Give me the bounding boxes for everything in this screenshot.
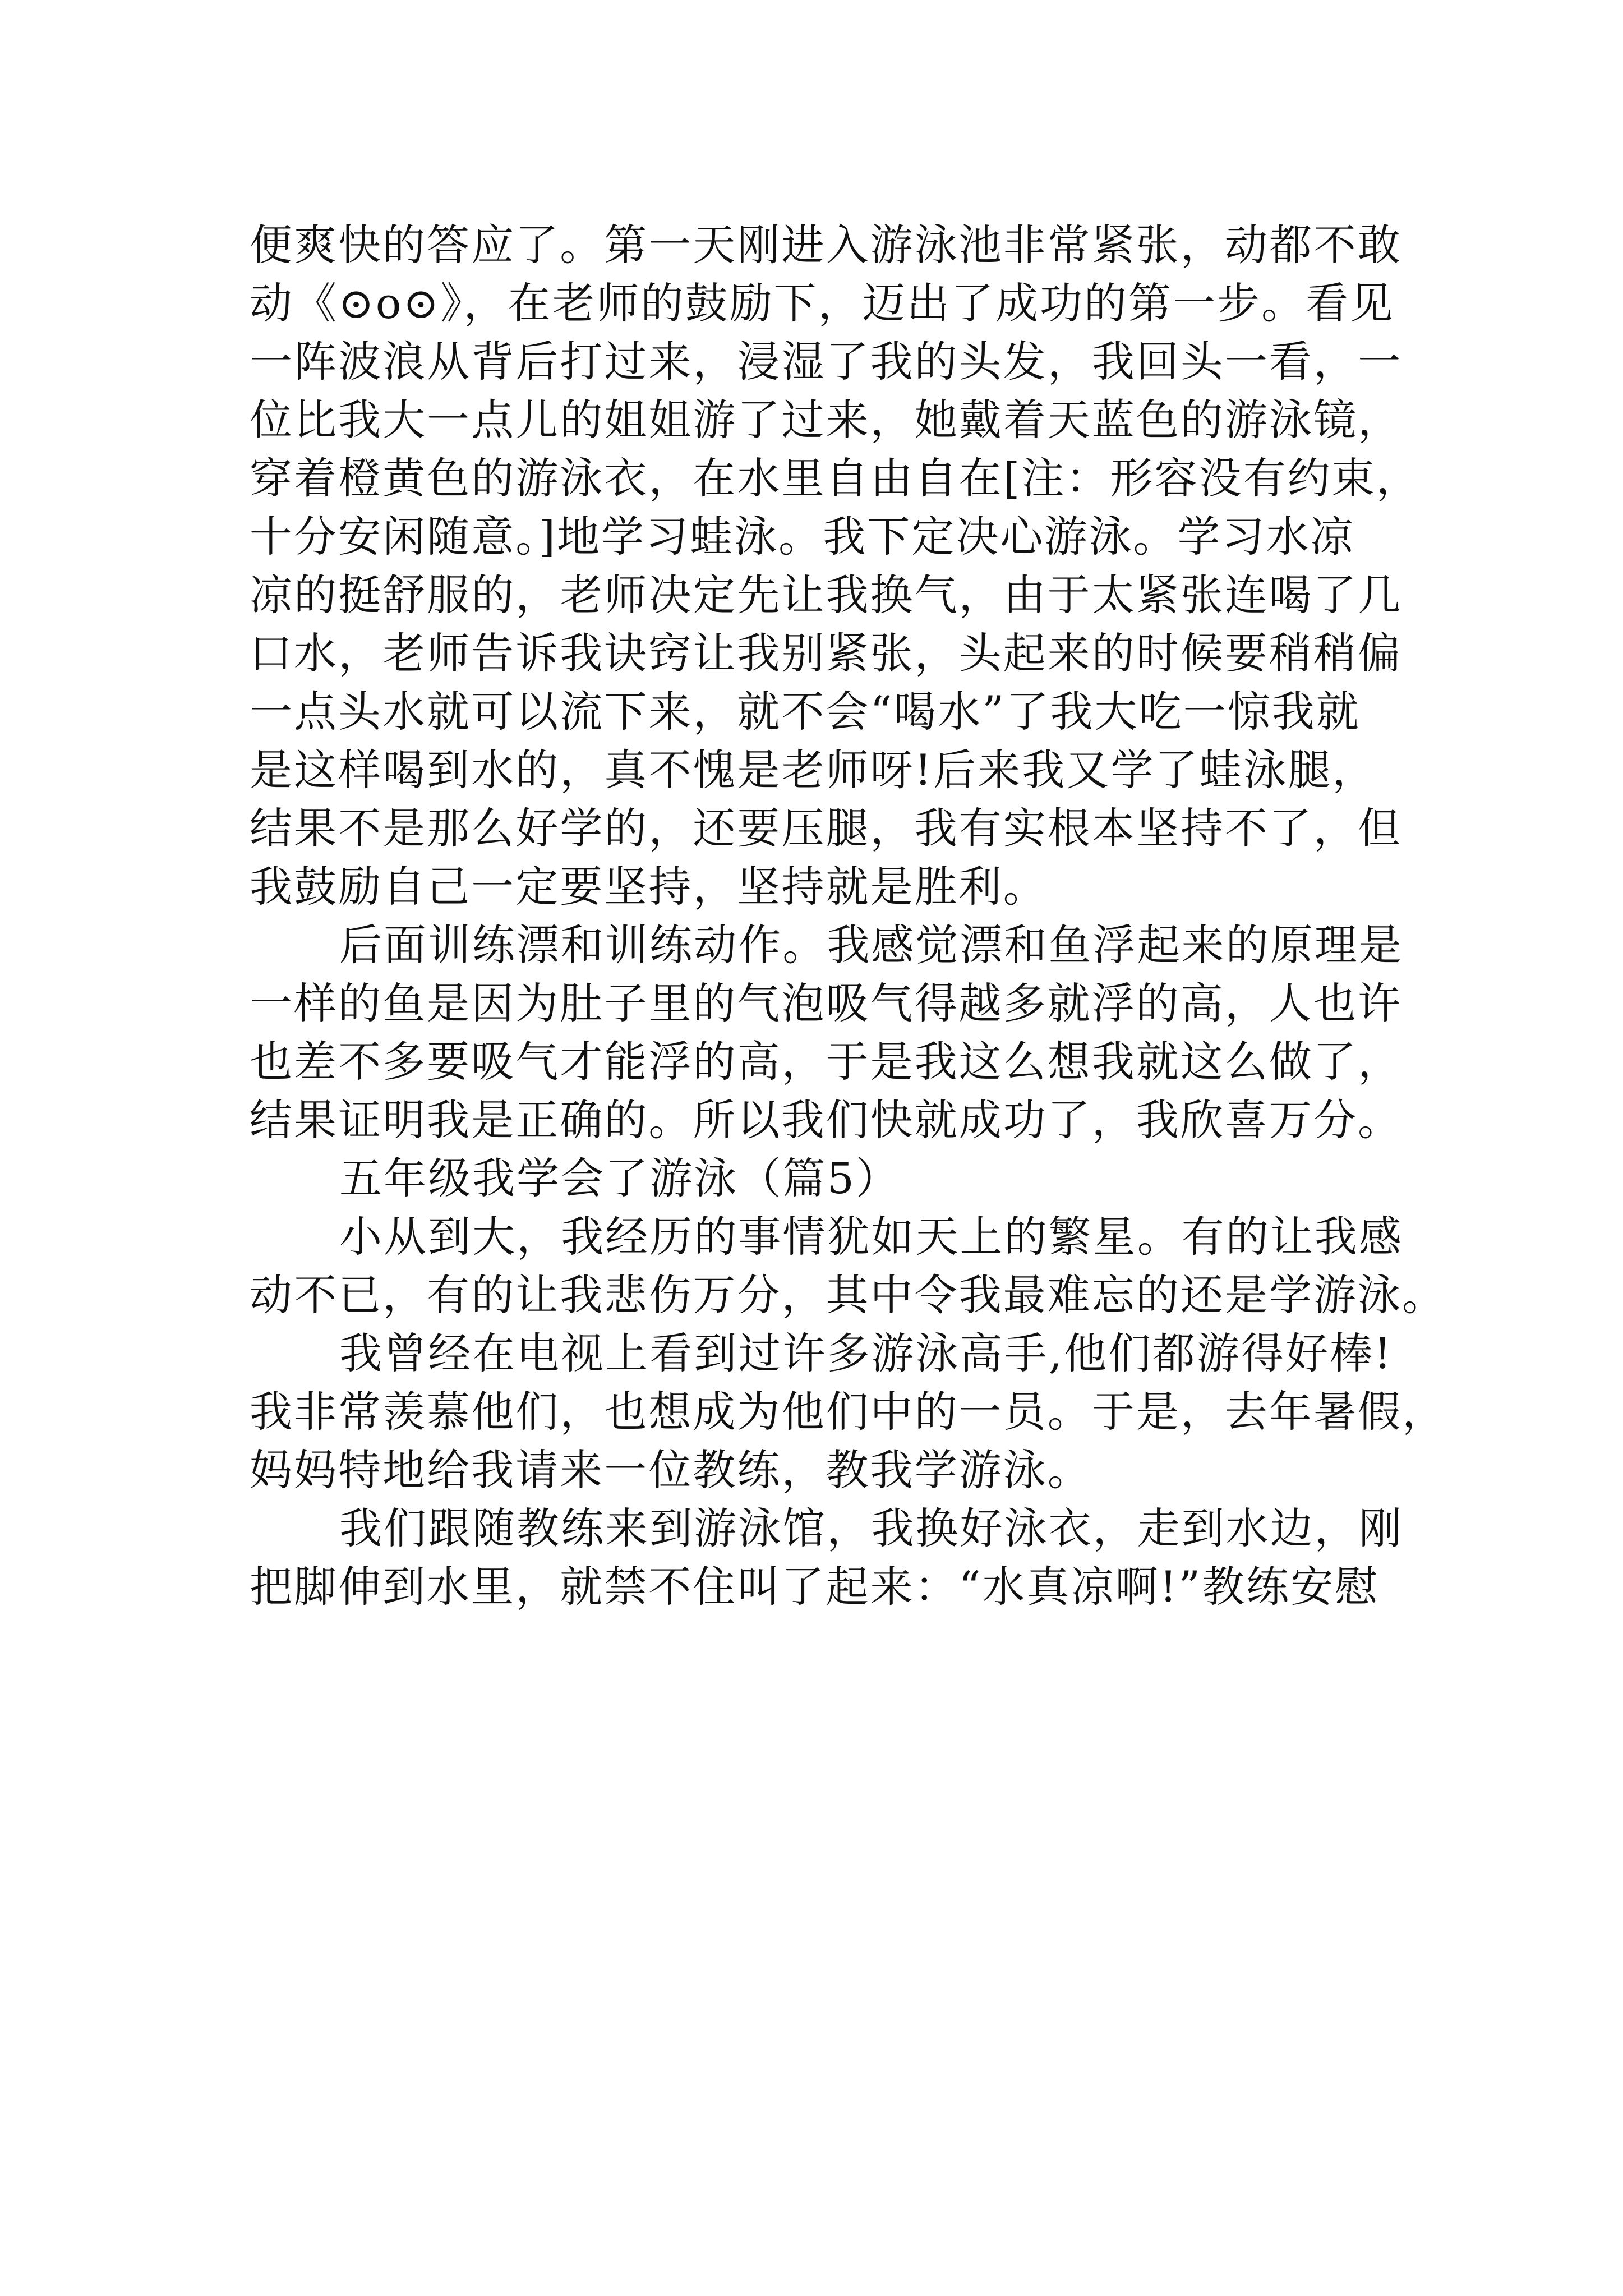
text-line: 凉的挺舒服的，老师决定先让我换气，由于太紧张连喝了几 — [250, 570, 1403, 620]
text-line: 十分安闲随意。]地学习蛙泳。我下定决心游泳。学习水凉 — [250, 512, 1355, 562]
text-line: 一点头水就可以流下来，就不会“喝水”了我大吃一惊我就 — [250, 687, 1361, 737]
text-line: 我鼓励自己一定要坚持，坚持就是胜利。 — [250, 862, 1048, 912]
text-line: 是这样喝到水的，真不愧是老师呀!后来我又学了蛙泳腿， — [250, 745, 1377, 795]
text-line: 结果不是那么好学的，还要压腿，我有实根本坚持不了，但 — [250, 803, 1403, 853]
text-line: 结果证明我是正确的。所以我们快就成功了，我欣喜万分。 — [250, 1095, 1403, 1145]
text-line: 口水，老师告诉我诀窍让我别紧张，头起来的时候要稍稍偏 — [250, 628, 1403, 678]
text-line: 动不已，有的让我悲伤万分，其中令我最难忘的还是学游泳。 — [250, 1270, 1447, 1320]
text-line: 也差不多要吸气才能浮的高，于是我这么想我就这么做了， — [250, 1037, 1403, 1087]
paragraph-start-line: 我曾经在电视上看到过许多游泳高手,他们都游得好棒! — [339, 1328, 1393, 1378]
paragraph-start-line: 后面训练漂和训练动作。我感觉漂和鱼浮起来的原理是 — [339, 920, 1403, 970]
section-heading: 五年级我学会了游泳（篇5） — [339, 1153, 900, 1203]
text-line: 便爽快的答应了。第一天刚进入游泳池非常紧张，动都不敢 — [250, 220, 1403, 270]
article-body — [250, 216, 1447, 1616]
paragraph-start-line: 我们跟随教练来到游泳馆，我换好泳衣，走到水边，刚 — [339, 1503, 1403, 1553]
text-line: 一阵波浪从背后打过来，浸湿了我的头发，我回头一看，一 — [250, 337, 1403, 386]
text-line: 一样的鱼是因为肚子里的气泡吸气得越多就浮的高，人也许 — [250, 978, 1403, 1028]
paragraph-start-line: 小从到大，我经历的事情犹如天上的繁星。有的让我感 — [339, 1212, 1403, 1262]
text-line: 把脚伸到水里，就禁不住叫了起来：“水真凉啊!”教练安慰 — [250, 1562, 1380, 1612]
text-line: 我非常羡慕他们，也想成为他们中的一员。于是，去年暑假， — [250, 1387, 1447, 1437]
text-line: 动《⊙o⊙》，在老师的鼓励下，迈出了成功的第一步。看见 — [250, 278, 1395, 328]
text-line: 妈妈特地给我请来一位教练，教我学游泳。 — [250, 1445, 1092, 1495]
text-line: 位比我大一点儿的姐姐游了过来，她戴着天蓝色的游泳镜， — [250, 395, 1403, 445]
text-line: 穿着橙黄色的游泳衣，在水里自由自在[注：形容没有约束， — [250, 453, 1421, 503]
